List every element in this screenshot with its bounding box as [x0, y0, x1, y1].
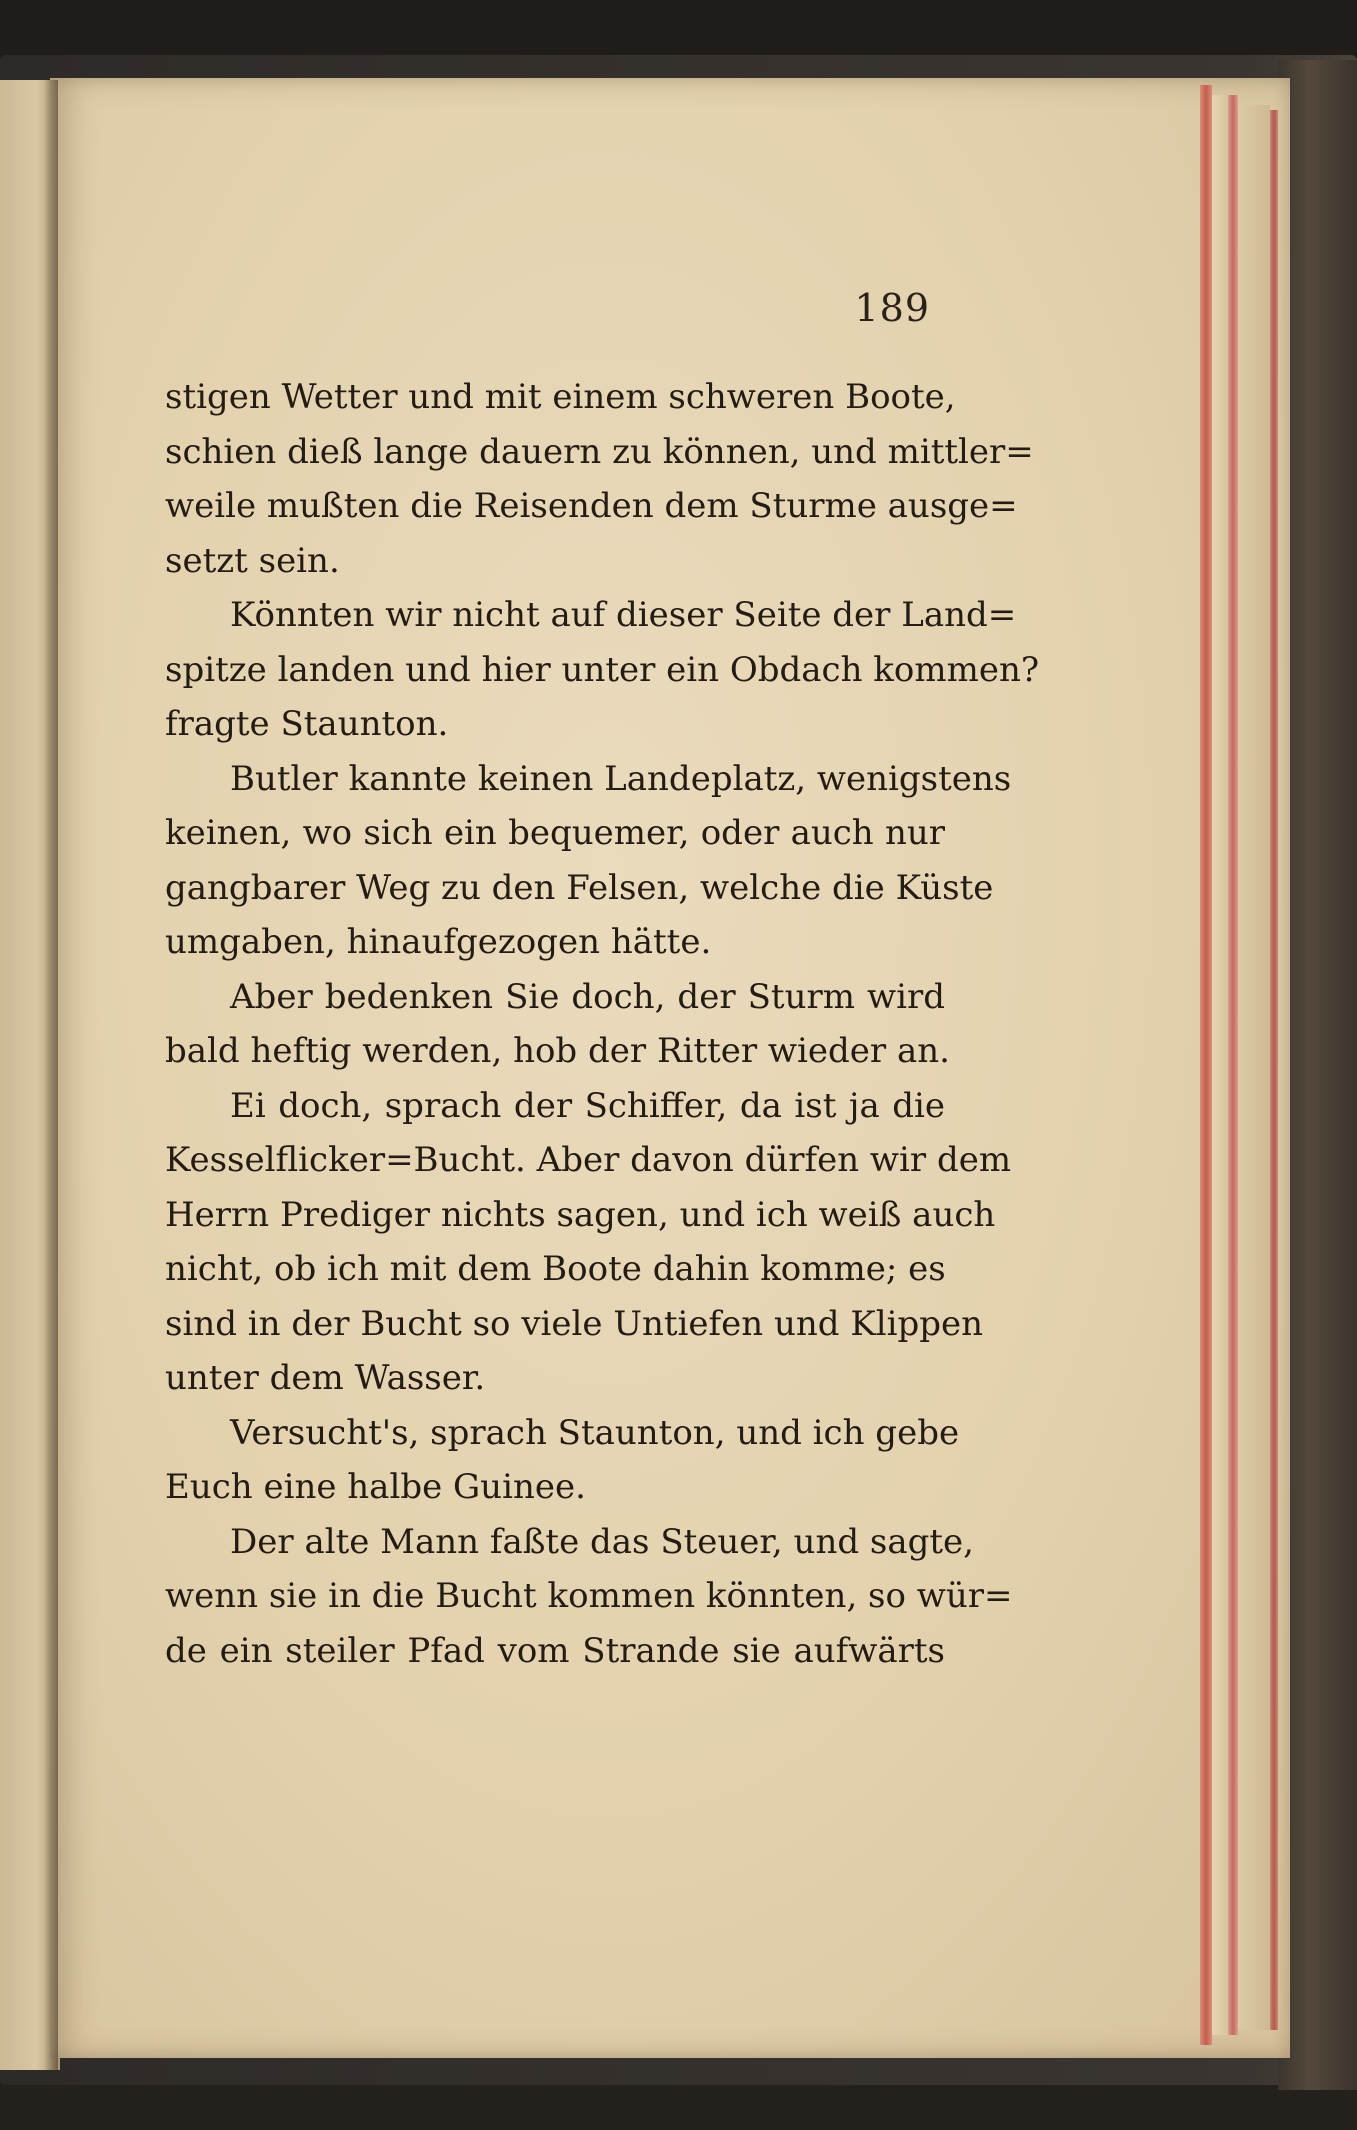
text-line: Butler kannte keinen Landeplatz, wenigstens — [230, 758, 1012, 799]
red-page-edge — [1270, 110, 1278, 2030]
text-line: schien dieß lange dauern zu können, und mittler= — [165, 431, 1034, 472]
text-line: bald heftig werden, hob der Ritter wieder an. — [165, 1031, 950, 1071]
red-page-edge — [1200, 85, 1212, 2045]
text-line: setzt sein. — [165, 540, 340, 581]
text-line: keinen, wo sich ein bequemer, oder auch nur — [165, 813, 945, 853]
page-block-edge — [1212, 95, 1228, 2035]
text-line: Aber bedenken Sie doch, der Sturm wird — [230, 976, 945, 1017]
text-line: umgaben, hinaufgezogen hätte. — [165, 922, 712, 962]
text-line: Herrn Prediger nichts sagen, und ich weiß auch — [165, 1194, 996, 1235]
text-line: Der alte Mann faßte das Steuer, und sagte, — [230, 1521, 974, 1562]
text-line: Könnten wir nicht auf dieser Seite der Land= — [230, 595, 1017, 635]
text-line: fragte Staunton. — [165, 704, 449, 744]
text-line: weile mußten die Reisenden dem Sturme ausge= — [165, 486, 1018, 526]
page-gutter — [44, 80, 58, 2070]
text-line: Euch eine halbe Guinee. — [165, 1467, 586, 1507]
text-line: Ei doch, sprach der Schiffer, da ist ja die — [230, 1085, 945, 1126]
text-line: gangbarer Weg zu den Felsen, welche die Küste — [165, 867, 994, 908]
text-line: Kesselflicker=Bucht. Aber davon dürfen wir dem — [165, 1140, 1012, 1180]
body-text — [165, 370, 1040, 1678]
page-block-edge — [1238, 105, 1270, 2030]
text-line: wenn sie in die Bucht kommen könnten, so wür= — [165, 1576, 1013, 1616]
text-line: nicht, ob ich mit dem Boote dahin komme; es — [165, 1249, 946, 1289]
text-line: sind in der Bucht so viele Untiefen und Klippen — [165, 1303, 984, 1344]
text-line: de ein steiler Pfad vom Strande sie aufwärts — [165, 1630, 945, 1671]
text-line: stigen Wetter und mit einem schweren Boote, — [165, 377, 956, 417]
text-line: Versucht's, sprach Staunton, und ich gebe — [230, 1412, 960, 1453]
text-line: unter dem Wasser. — [165, 1358, 486, 1398]
page-number: 189 — [854, 286, 930, 330]
red-page-edge — [1228, 95, 1238, 2035]
text-line: spitze landen und hier unter ein Obdach kommen? — [165, 649, 1040, 690]
